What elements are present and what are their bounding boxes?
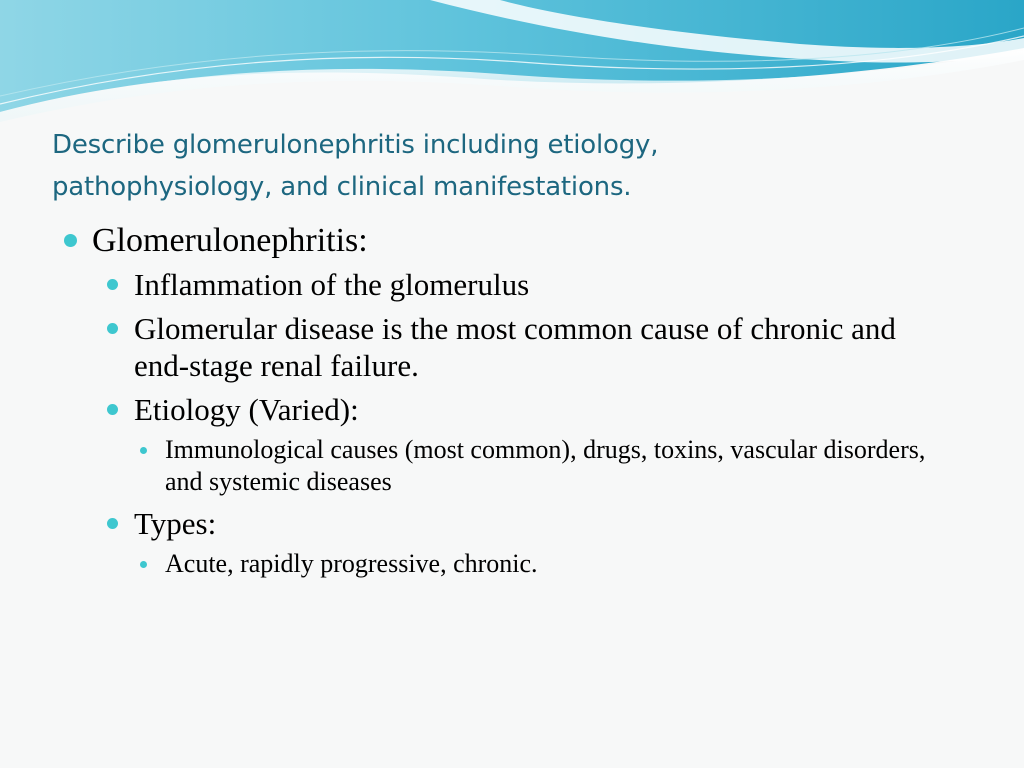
bullet-item-types (104, 505, 942, 542)
bullet-text: Immunological causes (most common), drugs, toxins, vascular disorders, and systemic diseases (165, 435, 926, 496)
bullet-icon (107, 323, 118, 334)
bullet-icon (107, 279, 118, 290)
bullet-item-glomerular-disease (104, 310, 942, 384)
bullet-text: Acute, rapidly progressive, chronic. (165, 549, 538, 578)
bullet-list (62, 220, 942, 580)
bullet-item-etiology (104, 391, 942, 428)
bullet-icon (140, 561, 147, 568)
bullet-text: Types: (134, 506, 217, 541)
bullet-text: Inflammation of the glomerulus (134, 267, 530, 302)
bullet-text: Glomerulonephritis: (92, 222, 368, 259)
bullet-text: Etiology (Varied): (134, 392, 359, 427)
bullet-item-inflammation (104, 266, 942, 303)
bullet-icon (107, 518, 118, 529)
bullet-item-etiology-causes (137, 434, 942, 498)
header-wave-decoration (0, 0, 1024, 130)
slide-title: Describe glomerulonephritis including etiology, pathophysiology, and clinical manifestations. (52, 130, 659, 202)
bullet-icon (64, 234, 77, 247)
bullet-icon (107, 404, 118, 415)
bullet-item-glomerulonephritis (62, 220, 942, 262)
bullet-text: Glomerular disease is the most common cause of chronic and end-stage renal failure. (134, 311, 896, 383)
bullet-item-types-list (137, 548, 942, 580)
bullet-icon (140, 447, 147, 454)
